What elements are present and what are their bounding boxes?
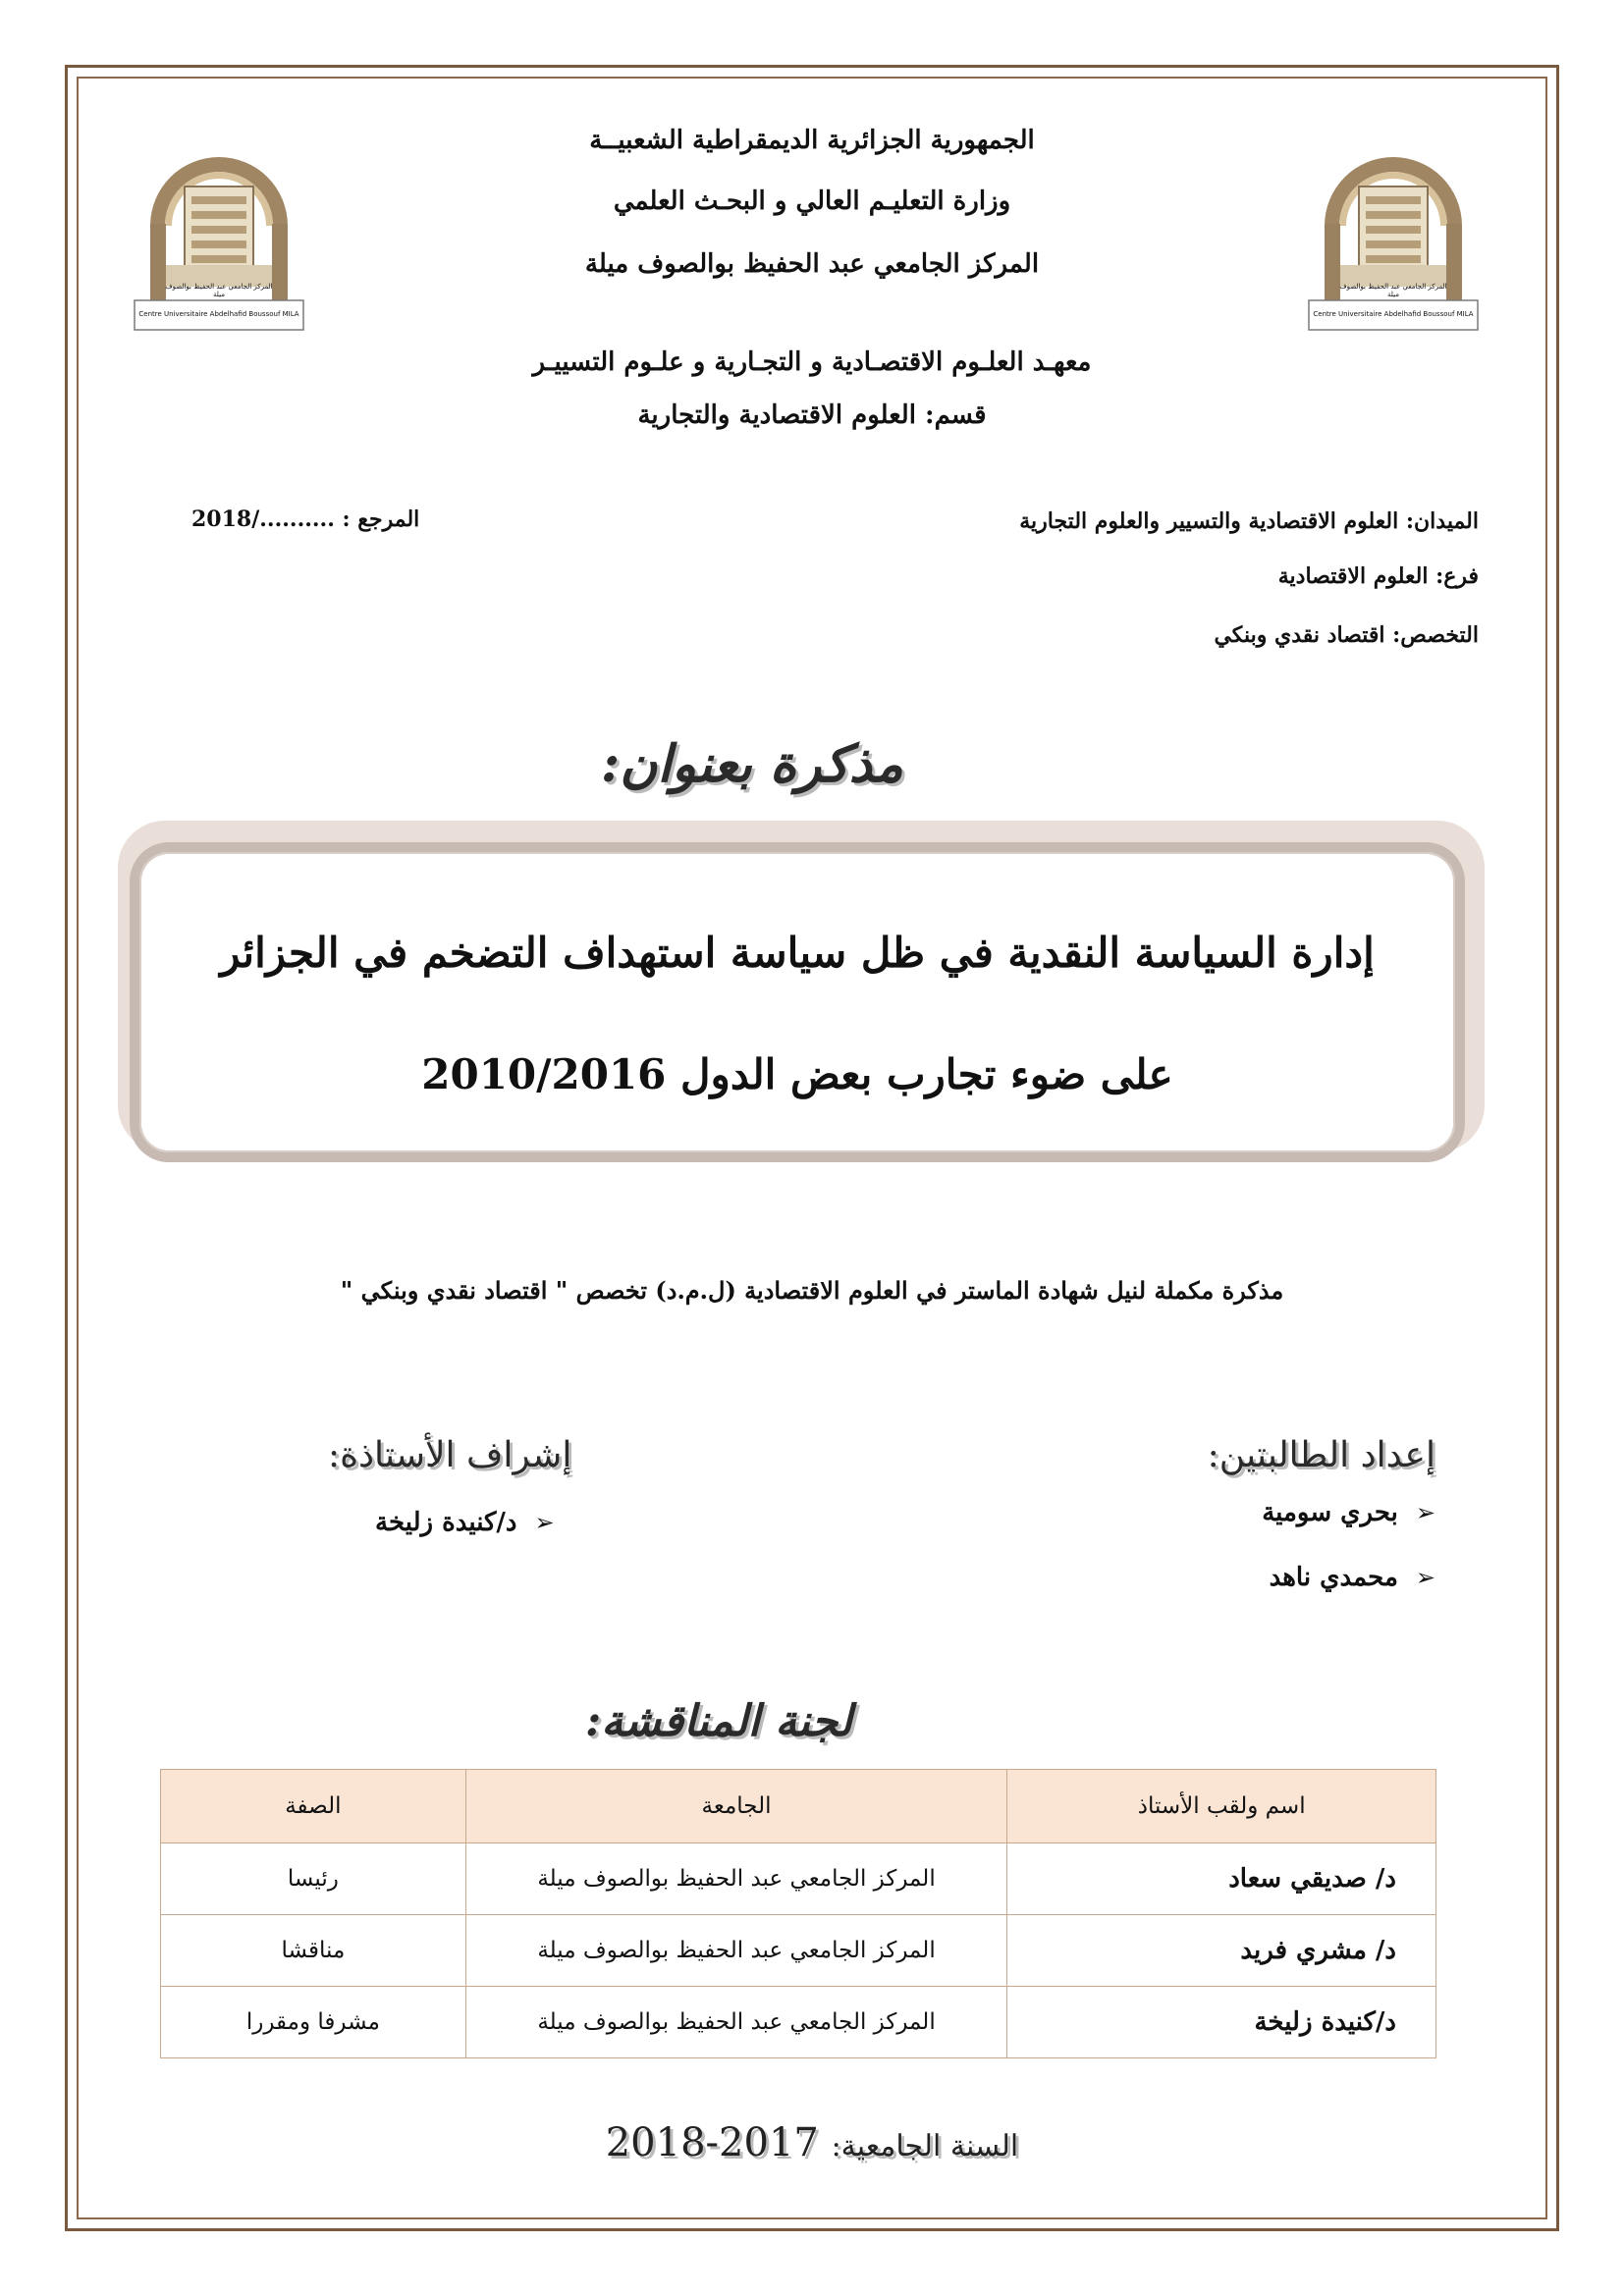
specialty-line: التخصص: اقتصاد نقدي وبنكي [1214,622,1479,648]
academic-year-value: 2017-2018 [605,2120,819,2165]
member-role: مناقشا [161,1915,466,1987]
students-label: إعداد الطالبتين: [1207,1435,1435,1475]
logo-caption-latin: Centre Universitaire Abdelhafid Boussouf MILA [138,310,299,318]
table-row [161,1987,1436,2058]
table-row [161,1915,1436,1987]
column-header-role: الصفة [161,1770,466,1843]
thesis-description: مذكرة مكملة لنيل شهادة الماستر في العلوم الاقتصادية (ل.م.د) تخصص " اقتصاد نقدي وبنكي " [340,1276,1284,1305]
member-university: المركز الجامعي عبد الحفيظ بوالصوف ميلة [465,1915,1007,1987]
academic-year-label: السنة الجامعية: [831,2129,1019,2163]
member-name: د/كنيدة زليخة [1007,1987,1436,2058]
header-center: المركز الجامعي عبد الحفيظ بوالصوف ميلة [584,249,1040,279]
header-institute: معهـد العلـوم الاقتصـادية و التجـارية و علـوم التسييـر [532,347,1092,377]
arrow-bullet-icon: ➢ [1415,1499,1435,1526]
member-role: رئيسا [161,1843,466,1915]
reference-line [191,507,419,532]
supervisor-label: إشراف الأستاذة: [328,1435,572,1475]
header-department: قسم: العلوم الاقتصادية والتجارية [637,400,987,430]
supervisor-name: ➢د/كنيدة زليخة [375,1508,555,1537]
student-name-1: ➢بحري سومية [1262,1498,1435,1527]
memo-heading: مذكرة بعنوان: [601,734,903,794]
member-university: المركز الجامعي عبد الحفيظ بوالصوف ميلة [465,1843,1007,1915]
title-box [130,842,1465,1162]
member-name: د/ صديقي سعاد [1007,1843,1436,1915]
column-header-university: الجامعة [465,1770,1007,1843]
academic-year [0,2120,1624,2165]
header-ministry: وزارة التعليـم العالي و البحـث العلمي [613,187,1011,216]
logo-caption-arabic: المركز الجامعي عبد الحفيظ بوالصوف ميلة [165,283,273,298]
title-line-1: إدارة السياسة النقدية في ظل سياسة استهداف التضخم في الجزائر [220,929,1375,977]
arrow-bullet-icon: ➢ [534,1509,555,1536]
reference-text: المرجع : ........../2018 [191,507,420,532]
member-name: د/ مشري فريد [1007,1915,1436,1987]
field-line: الميدان: العلوم الاقتصادية والتسيير والعلوم التجارية [1019,508,1479,534]
member-role: مشرفا ومقررا [161,1987,466,2058]
student-name-2: ➢محمدي ناهد [1269,1563,1435,1592]
header-republic: الجمهورية الجزائرية الديمقراطية الشعبيــة [589,126,1035,155]
branch-line: فرع: العلوم الاقتصادية [1277,563,1479,589]
column-header-name: اسم ولقب الأستاذ [1007,1770,1436,1843]
committee-table [160,1769,1436,2058]
logo-caption-latin: Centre Universitaire Abdelhafid Boussouf MILA [1313,310,1474,318]
title-line-2: على ضوء تجارب بعض الدول 2010/2016 [421,1050,1173,1098]
arrow-bullet-icon: ➢ [1415,1564,1435,1591]
table-row [161,1843,1436,1915]
committee-header-row [161,1770,1436,1843]
member-university: المركز الجامعي عبد الحفيظ بوالصوف ميلة [465,1987,1007,2058]
committee-heading: لجنة المناقشة: [585,1696,852,1746]
logo-caption-arabic: المركز الجامعي عبد الحفيظ بوالصوف ميلة [1339,283,1447,298]
